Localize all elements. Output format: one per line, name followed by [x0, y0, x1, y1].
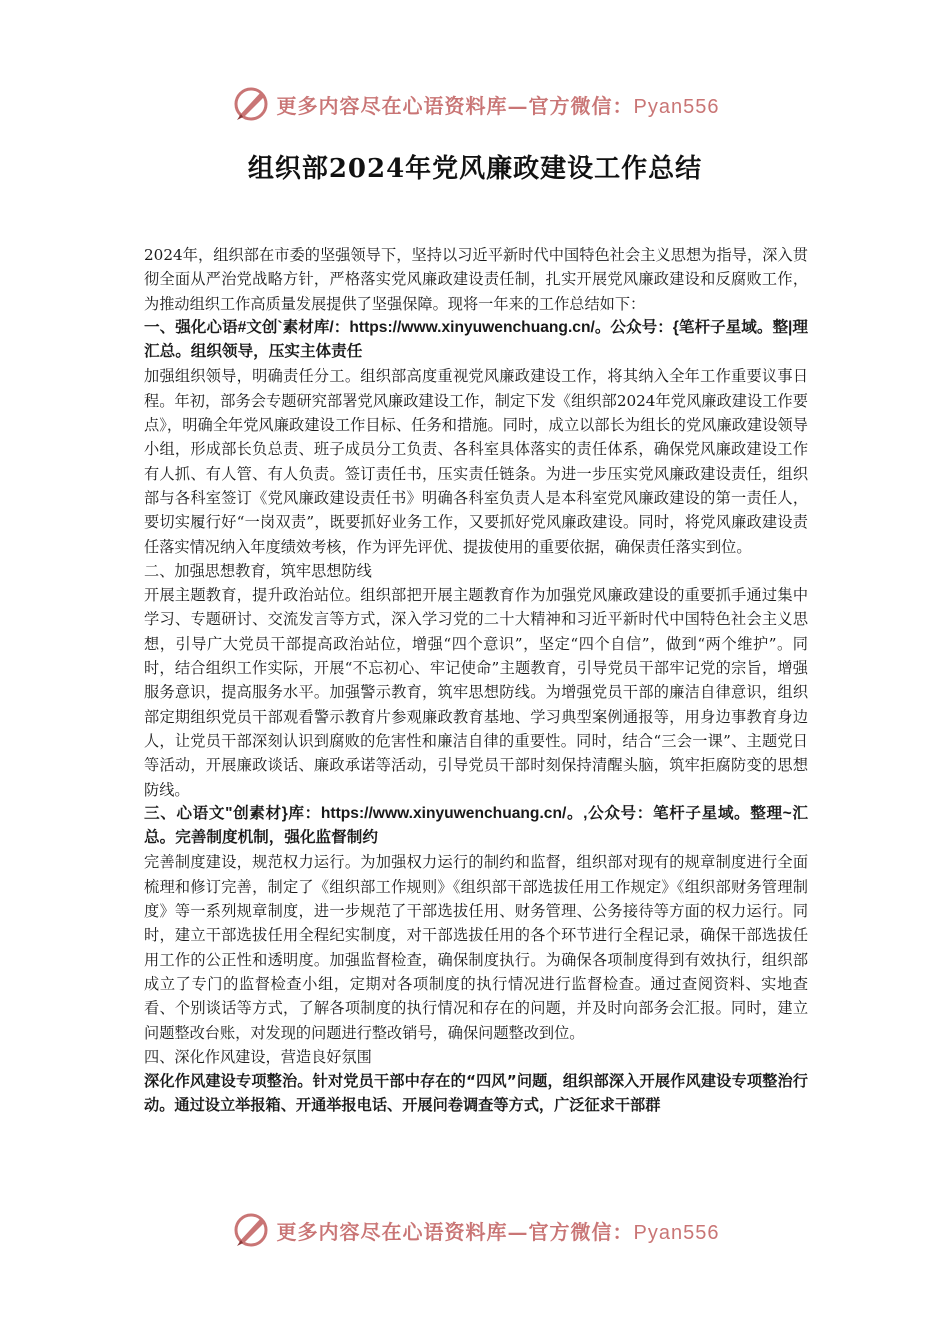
section-4-paragraph: 深化作风建设专项整治。针对党员干部中存在的“四风”问题，组织部深入开展作风建设专项整治行动。通过设立举报箱、开通举报电话、开展问卷调查等方式，广泛征求干部群 — [144, 1072, 808, 1115]
pen-logo-icon — [231, 84, 271, 124]
document-body — [144, 243, 808, 1118]
section-heading-1: 一、强化心语#文创`素材库/：https://www.xinyuwenchuang.cn/。公众号：{笔杆子星域。整|理汇总。组织领导，压实主体责任 — [144, 318, 808, 361]
section-heading-2: 二、加强思想教育，筑牢思想防线 — [144, 561, 372, 580]
page-title: 组织部2024年党风廉政建设工作总结 — [247, 154, 703, 184]
watermark-text: 更多内容尽在心语资料库—官方微信：Pyan556 — [276, 93, 720, 118]
intro-paragraph: 2024年，组织部在市委的坚强领导下，坚持以习近平新时代中国特色社会主义思想为指导，深入贯彻全面从严治党战略方针，严格落实党风廉政建设责任制，扎实开展党风廉政建设和反腐败工作，为推动组织工作高质量发展提供了坚强保障。现将一年来的工作总结如下： — [144, 246, 808, 313]
watermark-banner-top — [0, 82, 950, 126]
section-3-paragraph: 完善制度建设，规范权力运行。为加强权力运行的制约和监督，组织部对现有的规章制度进行全面梳理和修订完善，制定了《组织部工作规则》《组织部干部选拔任用工作规定》《组织部财务管理制度》等一系列规章制度，进一步规范了干部选拔任用、财务管理、公务接待等方面的权力运行。同时，建立干部选拔任用全程纪实制度，对干部选拔任用的各个环节进行全程记录，确保干部选拔任用工作的公正性和透明度。加强监督检查，确保制度执行。为确保各项制度得到有效执行，组织部成立了专门的监督检查小组，定期对各项制度的执行情况进行监督检查。通过查阅资料、实地查看、个别谈话等方式，了解各项制度的执行情况和存在的问题，并及时向部务会汇报。同时，建立问题整改台账，对发现的问题进行整改销号，确保问题整改到位。 — [144, 853, 808, 1042]
section-1-paragraph: 加强组织领导，明确责任分工。组织部高度重视党风廉政建设工作，将其纳入全年工作重要议事日程。年初，部务会专题研究部署党风廉政建设工作，制定下发《组织部2024年党风廉政建设工作要点》，明确全年党风廉政建设工作目标、任务和措施。同时，成立以部长为组长的党风廉政建设领导小组，形成部长负总责、班子成员分工负责、各科室具体落实的责任体系，确保党风廉政建设工作有人抓、有人管、有人负责。签订责任书，压实责任链条。为进一步压实党风廉政建设责任，组织部与各科室签订《党风廉政建设责任书》明确各科室负责人是本科室党风廉政建设的第一责任人，要切实履行好“一岗双责”，既要抓好业务工作，又要抓好党风廉政建设。同时，将党风廉政建设责任落实情况纳入年度绩效考核，作为评先评优、提拔使用的重要依据，确保责任落实到位。 — [144, 367, 808, 556]
section-heading-3: 三、心语文"创素材}库：https://www.xinyuwenchuang.cn/。,公众号：笔杆子星域。整理~汇总。完善制度机制，强化监督制约 — [144, 804, 808, 847]
section-2-paragraph: 开展主题教育，提升政治站位。组织部把开展主题教育作为加强党风廉政建设的重要抓手通过集中学习、专题研讨、交流发言等方式，深入学习党的二十大精神和习近平新时代中国特色社会主义思想，引导广大党员干部提高政治站位，增强“四个意识”，坚定“四个自信”，做到“两个维护”。同时，结合组织工作实际，开展“不忘初心、牢记使命”主题教育，引导党员干部牢记党的宗旨，增强服务意识，提高服务水平。加强警示教育，筑牢思想防线。为增强党员干部的廉洁自律意识，组织部定期组织党员干部观看警示教育片参观廉政教育基地、学习典型案例通报等，用身边事教育身边人，让党员干部深刻认识到腐败的危害性和廉洁自律的重要性。同时，结合“三会一课”、主题党日等活动，开展廉政谈话、廉政承诺等活动，引导党员干部时刻保持清醒头脑，筑牢拒腐防变的思想防线。 — [144, 586, 808, 799]
watermark-text: 更多内容尽在心语资料库—官方微信：Pyan556 — [276, 1219, 720, 1244]
pen-logo-icon — [231, 1210, 271, 1250]
watermark-account: Pyan556 — [633, 95, 720, 118]
section-heading-4: 四、深化作风建设，营造良好氛围 — [144, 1047, 372, 1066]
watermark-banner-bottom — [0, 1208, 950, 1252]
watermark-account: Pyan556 — [633, 1221, 720, 1244]
